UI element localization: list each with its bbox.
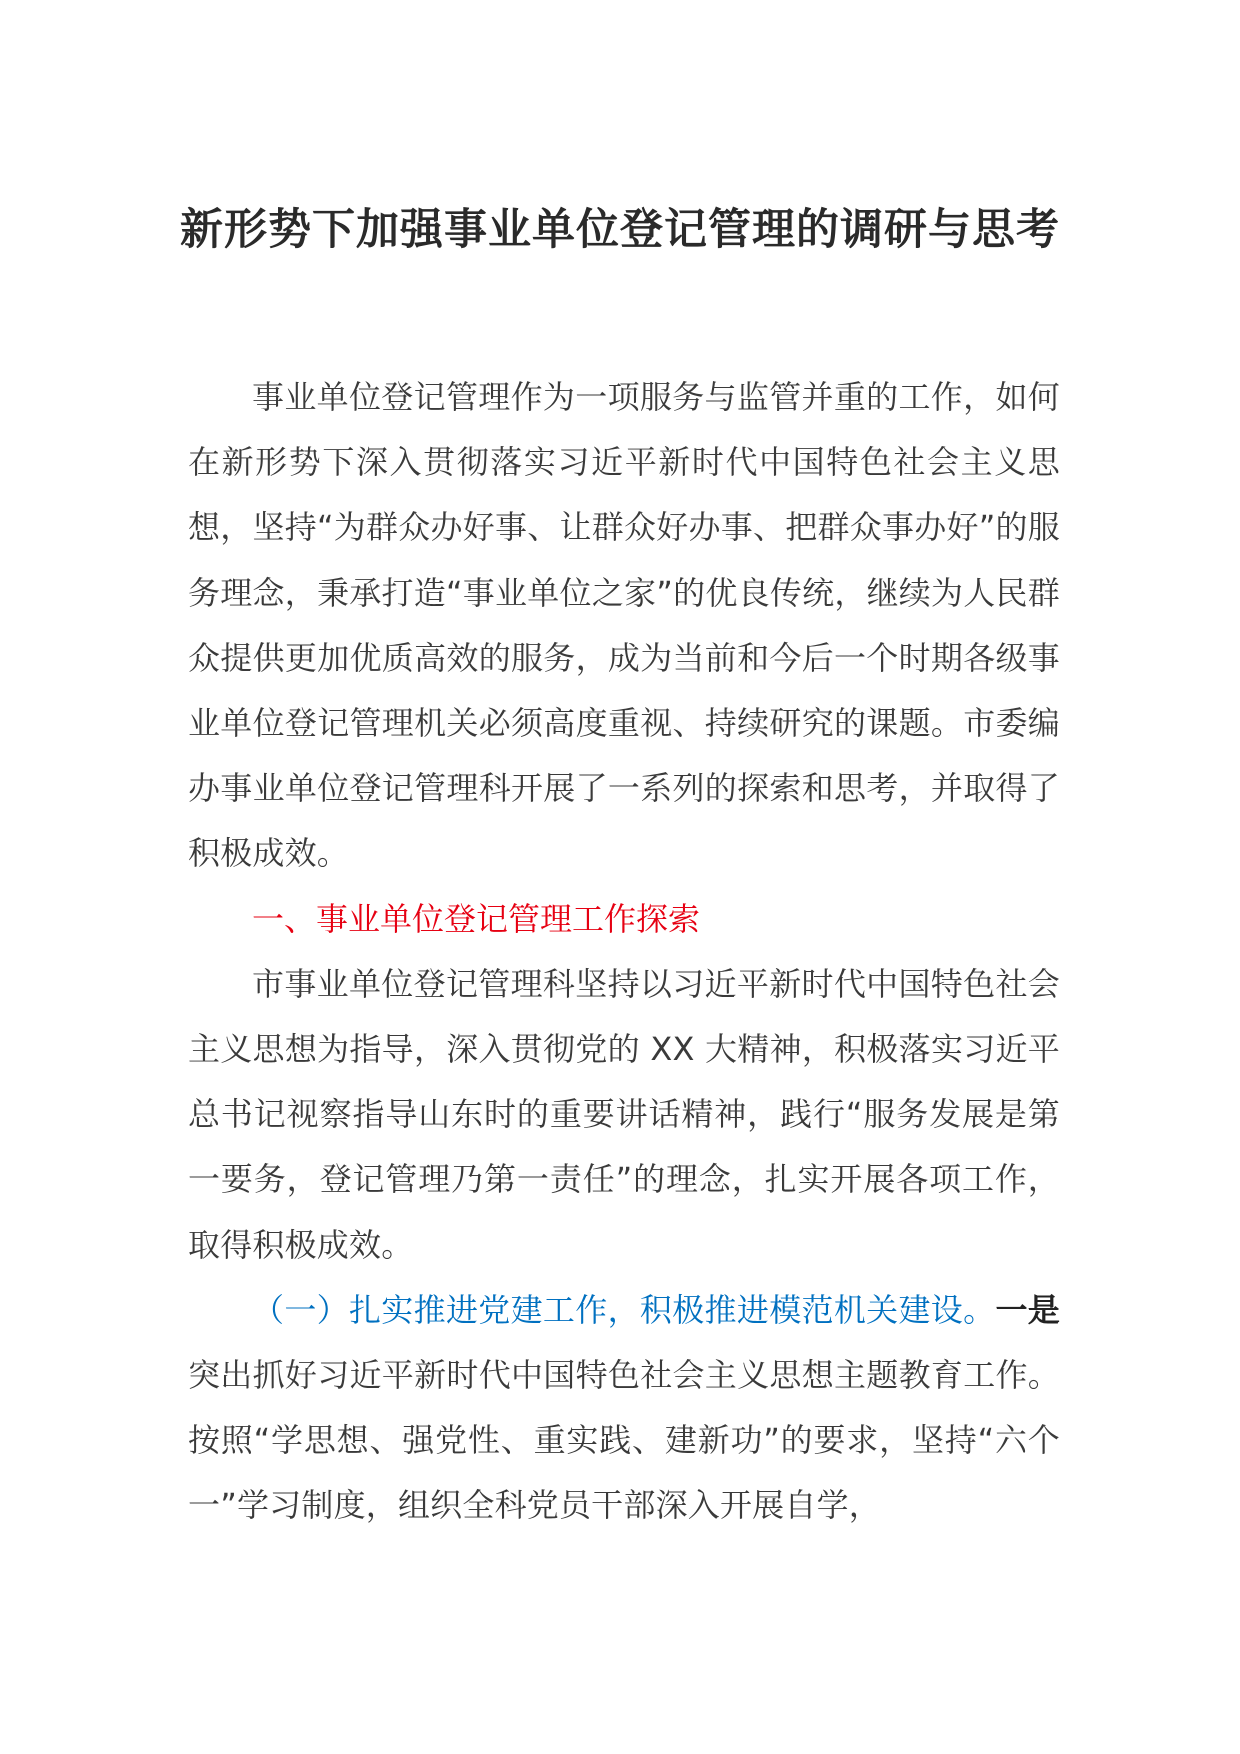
document-title: 新形势下加强事业单位登记管理的调研与思考	[180, 205, 1060, 255]
intro-paragraph: 事业单位登记管理作为一项服务与监管并重的工作，如何在新形势下深入贯彻落实习近平新时代中国特色社会主义思想，坚持“为群众办好事、让群众好办事、把群众事办好”的服务理念，秉承打造“事业单位之家”的优良传统，继续为人民群众提供更加优质高效的服务，成为当前和今后一个时期各级事业单位登记管理机关必须高度重视、持续研究的课题。市委编办事业单位登记管理科开展了一系列的探索和思考，并取得了积极成效。	[188, 378, 1060, 873]
subsection-1-heading: （一）扎实推进党建工作，积极推进模范机关建设。	[252, 1290, 996, 1329]
subsection-1-text: 突出抓好习近平新时代中国特色社会主义思想主题教育工作。按照“学思想、强党性、重实践、建新功”的要求，坚持“六个一”学习制度，组织全科党员干部深入开展自学，	[188, 1356, 1060, 1525]
subsection-1-lead: 一是	[995, 1290, 1060, 1329]
section-1-paragraph: 市事业单位登记管理科坚持以习近平新时代中国特色社会主义思想为指导，深入贯彻党的 XX 大精神，积极落实习近平总书记视察指导山东时的重要讲话精神，践行“服务发展是第一要务，登记管理乃第一责任”的理念，扎实开展各项工作，取得积极成效。	[188, 964, 1060, 1264]
subsection-1-paragraph	[188, 1278, 1060, 1539]
section-1-heading: 一、事业单位登记管理工作探索	[252, 899, 701, 938]
document-body	[188, 365, 1060, 1539]
